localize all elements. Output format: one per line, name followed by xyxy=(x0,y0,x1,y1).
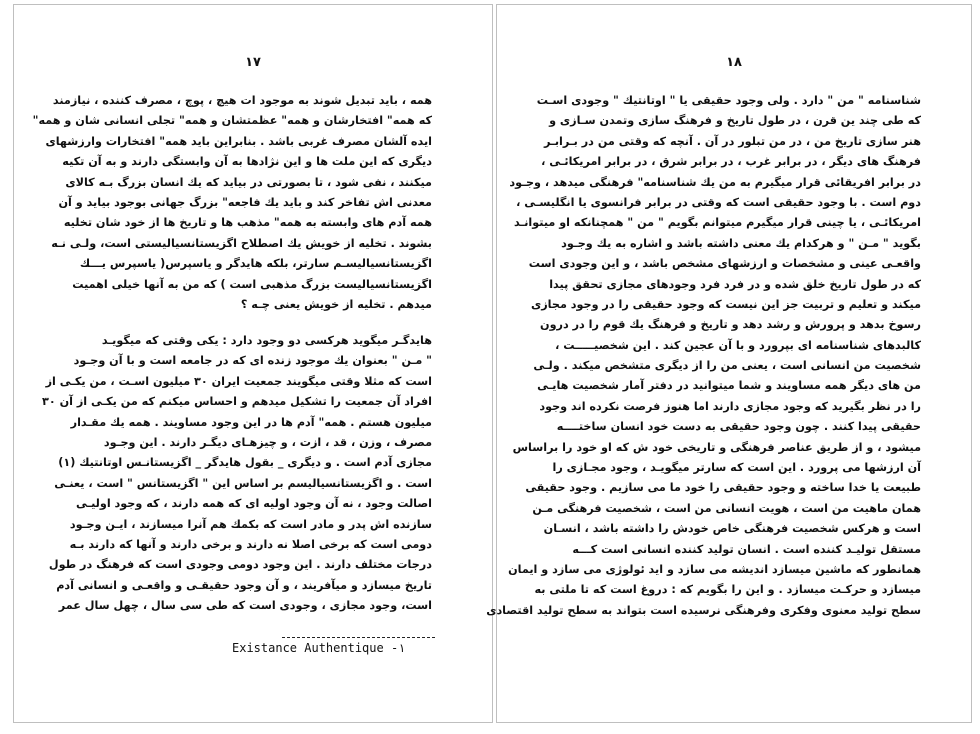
page-number: ۱۷ xyxy=(245,55,261,70)
text-line: مستقل تولیـد کننده است . انسان تولید کننده انسانی است کـــه xyxy=(572,542,921,556)
text-line: تاریخ میسازد و میآفریند ، و آن وجود حقیقـی و واقعـی و انسانی آدم xyxy=(56,578,432,592)
text-line: همان ماهیت من است ، هویت انسانی من است ، شخصیت فرهنگی مـن xyxy=(532,501,921,515)
text-line: حقیقی پیدا کنند . چون وجود حقیقی به دست خود انسان ساختــــه xyxy=(556,420,921,434)
text-line: " مـن " بعنوان یك موجود زنده ای که در جامعه است و با آن وجـود xyxy=(73,354,432,368)
text-line: ایده آلشان مصرف غربی باشد . بنابراین باید همه" افتخارات وارزشهای xyxy=(45,134,432,148)
right-page xyxy=(486,4,972,723)
left-page xyxy=(13,4,493,723)
text-line: دیگری که این ملت ها و این نژادها به آن وابستگی دارند و به آن تکیه xyxy=(62,155,432,169)
text-line: را در نظر بگیرید که وجود مجازی دارند اما هنوز فرصت نکرده اند وجود xyxy=(539,399,921,413)
paragraph xyxy=(42,331,432,616)
text-line: همه آدم های وابسته به همه" مذهب ها و تاریخ ها از خود شان تخلیه xyxy=(63,216,432,230)
footnote-divider xyxy=(282,637,435,638)
text-line: هنر سازی تاریخ من ، در من تبلور در آن . آنچه که وقتی من در بـرابـر xyxy=(544,134,921,148)
text-line: شناسنامه " من " دارد . ولی وجود حقیقی یا " اوتانتیك " وجودی اسـت xyxy=(536,94,921,107)
text-line: فرهنگ های دیگر ، در برابر غرب ، در برابر شرق ، در برابر امریکائـی ، xyxy=(541,155,921,169)
text-line: افراد آن جمعیت را تشکیل میدهم و احساس میکنم که من یکـی از آن ۳۰ xyxy=(42,395,432,409)
text-line: همه ، باید تبدیل شوند به موجود ات هیچ ، پوچ ، مصرف کننده ، نیازمند xyxy=(52,94,432,107)
text-line: بگوید " مـن " و هرکدام یك معنی داشته باشد و اشاره به یك وجـود xyxy=(561,236,921,250)
text-line: اصالت وجود ، نه آن وجود اولیه ای که همه دارند ، که وجود اولیـی xyxy=(75,497,432,511)
text-line: است و هرکس شخصیت فرهنگی خاص خودش را داشته باشد ، انسـان xyxy=(543,522,921,536)
text-line: آن ارزشها می پرورد . این است که سارتر میگویـد ، وجود مجـازی را xyxy=(552,461,921,475)
text-line: که در طول تاریخ خلق شده و در فرد فرد وجودهای مجازی تحقق پیدا xyxy=(549,277,921,291)
page-number: ۱۸ xyxy=(726,55,742,70)
text-line: میکنند ، نفی شود ، تا بصورتی در بیاید که یك انسان بزرگ بـه کالای xyxy=(65,175,432,189)
text-line: میشود ، و از طریق عناصر فرهنگی و تاریخی خود ش که او خود را براساس xyxy=(512,440,921,454)
text-line: مصرف ، وزن ، قد ، ازت ، و چیزهـای دیگـر دارند . این وجـود xyxy=(103,435,432,449)
text-line: طبیعت یا خدا ساخته و وجود حقیقی را خود ما می سازیم . وجود حقیقی xyxy=(525,481,921,495)
text-line: میسازد و حرکـت میسازد . و این را بگویم که : دروغ است که تا ملتی به xyxy=(534,583,921,597)
text-line: بشوند . تخلیه از خویش یك اصطلاح اگزیستانسیالیستی است، ولـی نـه xyxy=(51,236,432,250)
text-line: میکند و تعلیم و تربیت جز این نیست که وجود حقیقی را در وجود مجازی xyxy=(530,297,921,311)
text-line: معدنی اش تفاخر کند و باید یك فاجعه" بزرگ جهانی بوجود بیاید و آن xyxy=(58,195,432,209)
text-line: هایدگـر میگوید هرکسی دو وجود دارد : یکی وقتی که میگویـد xyxy=(101,334,432,347)
paragraph xyxy=(32,91,432,315)
text-line: امریکائـی ، یا چینی قرار میگیرم میتوانم بگویم " من " همچنانکه او میتوانـد xyxy=(513,216,921,230)
text-line: سطح تولید معنوی وفکری وفرهنگی نرسیده است بتواند به سطح تولید اقتصادی xyxy=(486,603,921,617)
text-line: میدهم . تخلیه از خویش یعنی چـه ؟ xyxy=(240,297,432,311)
text-line: اگزیستانسیالیسـم سارتر، بلکه هایدگر و یاسپرس( یاسپرس یـــك xyxy=(79,257,432,271)
text-line: است که مثلا وقتی میگویند جمعیت ایران ۳۰ میلیون اسـت ، من یکـی از xyxy=(45,374,432,388)
text-line: رسوخ بدهد و پرورش و رشد دهد و تاریخ و فرهنگ یك قوم را در درون xyxy=(540,318,921,332)
text-line: اگزیستانسیالیست بزرگ مذهبی است ) که من به آنها خیلی اهمیت xyxy=(72,277,432,291)
text-line: مجازی آدم است . و دیگری _ بقول هایدگر _ اگزیستانـس اوتانتیك (۱) xyxy=(58,456,432,470)
text-line: دوم است . با وجود حقیقی است که وقتی در برابر فرانسوی یا انگلیسـی ، xyxy=(516,195,921,209)
text-line: شخصیت من انسانی است ، یعنی من را از دیگری متشخص میکند . ولـی xyxy=(533,359,921,373)
footnote: Existance Authentique -۱ xyxy=(232,641,406,655)
text-line: واقعـی عینی و مشخصات و ارزشهای مشخص باشد ، و این وجودی است xyxy=(528,257,921,271)
text-line: همانطور که ماشین میسازد اندیشه می سازد و اید ئولوژی می سازد و ایمان xyxy=(508,562,921,576)
text-line: من های دیگر همه مساویند و شما میتوانید در دفتر آمار شخصیت هایـی xyxy=(537,379,921,393)
text-line: است . و اگزیستانسیالیسم بر اساس این " اگزیستانس " است ، یعنـی xyxy=(54,476,432,490)
text-line: است، وجود مجازی ، وجودی است که طی سی سال ، چهل سال عمر xyxy=(58,599,432,613)
text-line: سازنده اش پدر و مادر است که بکمك هم آنرا میسازند ، ایـن وجـود xyxy=(69,517,432,531)
text-line: در برابر افریقائی قرار میگیرم به من یك شناسنامه" فرهنگی میدهد ، وجـود xyxy=(509,175,921,189)
text-line: درجات مختلف دارند . این وجود دومی وجودی است که فرهنگ در طول xyxy=(48,558,432,572)
text-line: کالبدهای شناسنامه ای بپرورد و با آن عجین کند . این شخصیـــــت ، xyxy=(555,338,921,352)
text-line: که همه" افتخارشان و همه" عظمتشان و همه" تجلی انسانی شان و همه" xyxy=(32,114,432,128)
text-line: دومی است که برخی اصلا نه دارند و برخی دارند و آنها که دارند بـه xyxy=(69,537,432,551)
text-line: میلیون هستم . همه" آدم ها در این وجود مساویند . همه یك مقـدار xyxy=(70,415,432,429)
text-line: که طی چند ین قرن ، در طول تاریخ و فرهنگ سازی وتمدن سـازی و xyxy=(549,114,921,128)
paragraph xyxy=(486,91,921,621)
